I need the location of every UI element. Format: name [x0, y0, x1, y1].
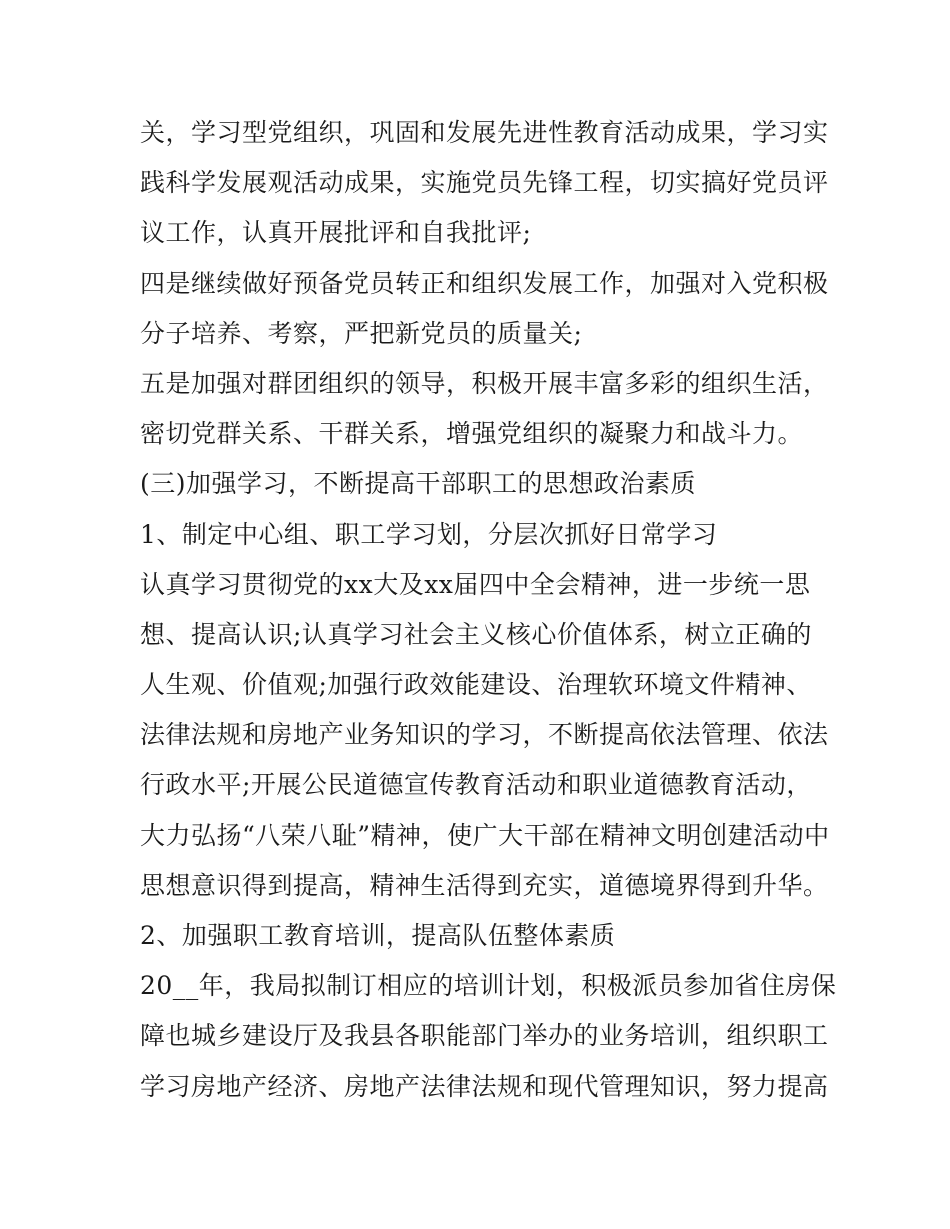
section-heading: (三)加强学习，不断提高干部职工的思想政治素质	[140, 469, 697, 499]
text-line: 人生观、价值观;加强行政效能建设、治理软环境文件精神、	[140, 670, 812, 700]
text-line: 分子培养、考察，严把新党员的质量关;	[140, 318, 583, 348]
text-line: 大力弘扬“八荣八耻”精神，使广大干部在精神文明创建活动中	[140, 820, 830, 850]
text-line: 想、提高认识;认真学习社会主义核心价值体系，树立正确的	[140, 619, 812, 649]
text-line: 议工作，认真开展批评和自我批评;	[140, 218, 532, 248]
subsection-heading: 2、加强职工教育培训，提高队伍整体素质	[140, 921, 616, 950]
text-line: 20__年，我局拟制订相应的培训计划，积极派员参加省住房保	[140, 971, 837, 1001]
text-line: 思想意识得到提高，精神生活得到充实，道德境界得到升华。	[140, 870, 829, 900]
text-line: 践科学发展观活动成果，实施党员先锋工程，切实搞好党员评	[140, 168, 829, 198]
text-line: 五是加强对群团组织的领导，积极开展丰富多彩的组织生活，	[140, 368, 829, 398]
text-line: 关，学习型党组织，巩固和发展先进性教育活动成果，学习实	[140, 118, 829, 147]
body-text	[140, 108, 837, 1112]
text-line: 障也城乡建设厅及我县各职能部门举办的业务培训，组织职工	[140, 1021, 829, 1051]
subsection-heading: 1、制定中心组、职工学习划，分层次抓好日常学习	[140, 519, 718, 549]
text-line: 法律法规和房地产业务知识的学习，不断提高依法管理、依法	[140, 720, 829, 750]
text-line: 认真学习贯彻党的xx大及xx届四中全会精神，进一步统一思	[140, 569, 811, 599]
text-line: 行政水平;开展公民道德宣传教育活动和职业道德教育活动，	[140, 770, 812, 800]
text-line: 四是继续做好预备党员转正和组织发展工作，加强对入党积极	[140, 268, 829, 298]
text-line: 学习房地产经济、房地产法律法规和现代管理知识，努力提高	[140, 1071, 829, 1101]
text-line: 密切党群关系、干群关系，增强党组织的凝聚力和战斗力。	[140, 419, 804, 449]
